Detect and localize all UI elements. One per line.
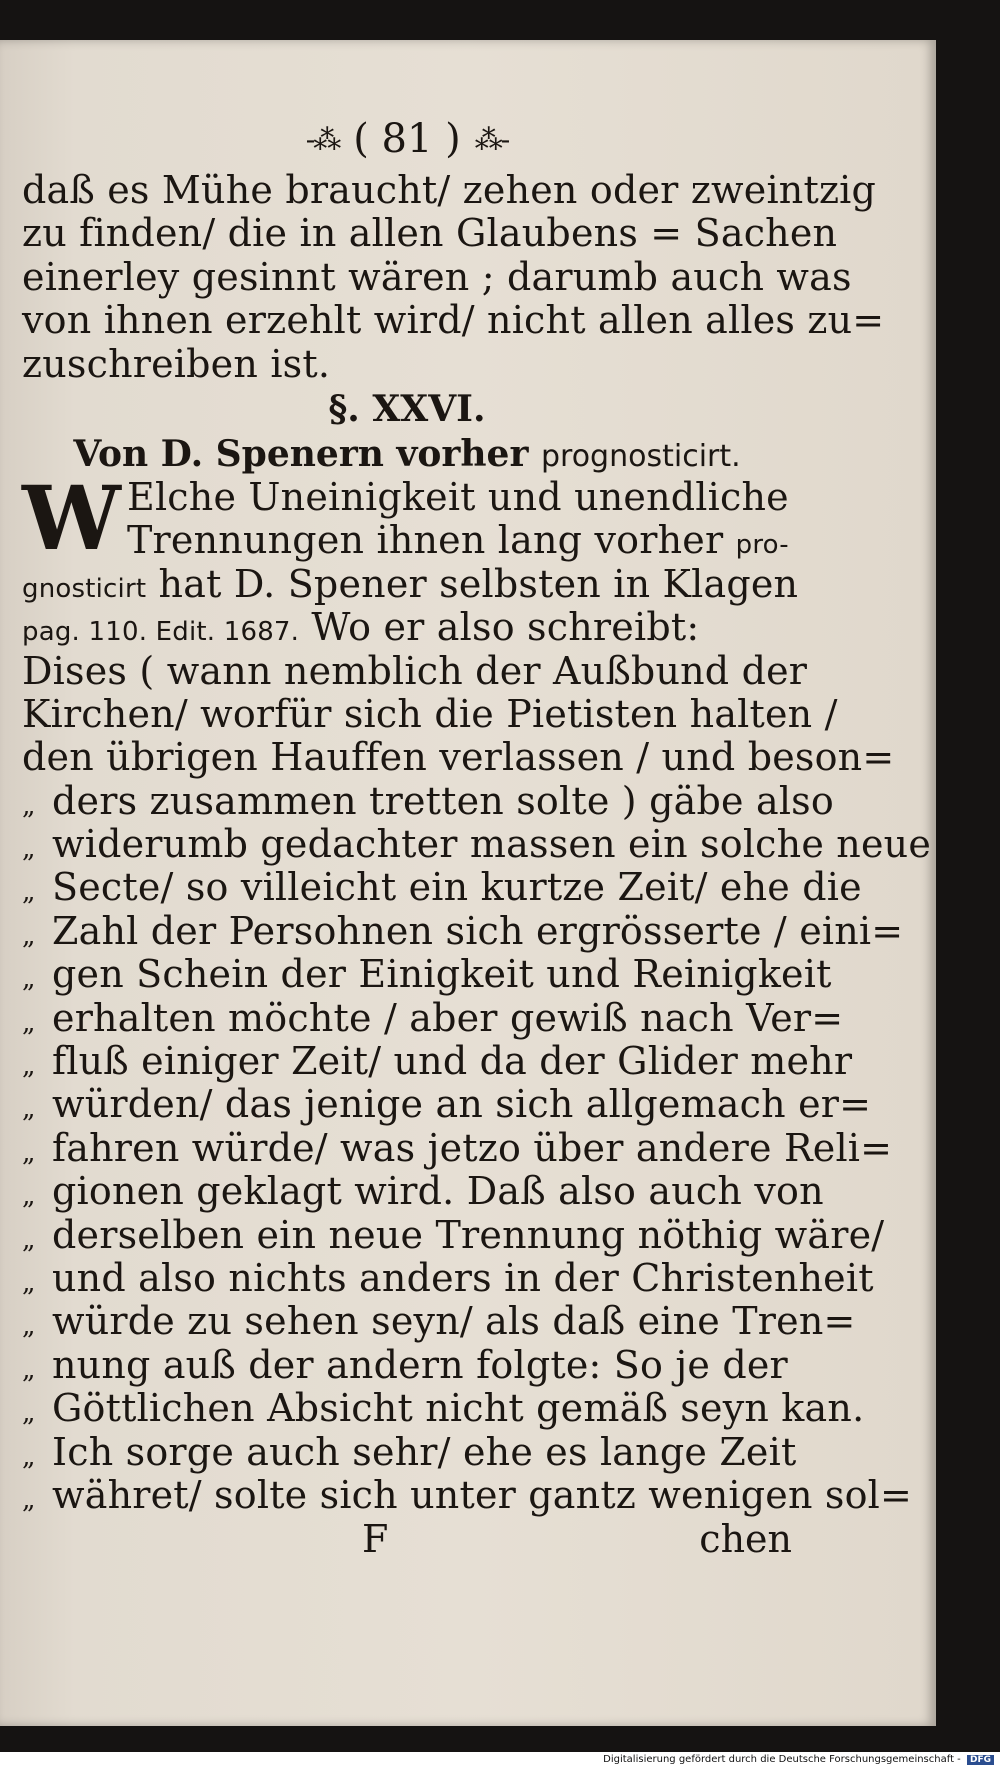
text-line: den übrigen Hauffen verlassen / und beson= [22, 735, 895, 780]
page-number: ( 81 ) [353, 116, 461, 162]
text-line: von ihnen erzehlt wird/ nicht allen alles zu= [22, 298, 885, 343]
quote-mark: „ [22, 1398, 36, 1429]
quote-mark: „ [22, 790, 36, 821]
quote-mark: „ [22, 834, 36, 865]
text-span: widerumb gedachter massen ein solche neue [52, 822, 932, 867]
quoted-text-line [22, 865, 862, 910]
text-line [22, 519, 792, 562]
text-span: gionen geklagt wird. Daß also auch von [52, 1169, 824, 1214]
text-span: und also nichts anders in der Christenheit [52, 1255, 874, 1300]
quote-mark: „ [22, 920, 36, 951]
ornament-right: ⁂- [474, 122, 509, 156]
text-line [22, 561, 799, 606]
quoted-text-line [22, 1212, 885, 1257]
text-line: zuschreiben ist. [22, 341, 331, 386]
text-line: einerley gesinnt wären ; darumb auch was [22, 254, 852, 299]
text-span: würden/ das jenige an sich allgemach er= [52, 1082, 872, 1127]
quote-mark: „ [22, 1484, 36, 1515]
footer-credit-text: Digitalisierung gefördert durch die Deutsche Forschungsgemeinschaft - [603, 1754, 961, 1765]
text-span: würde zu sehen seyn/ als daß eine Tren= [52, 1299, 856, 1344]
quoted-text-line [22, 952, 832, 997]
page-catchline [22, 1517, 792, 1561]
quote-mark: „ [22, 1094, 36, 1125]
text-span: erhalten möchte / aber gewiß nach Ver= [52, 995, 844, 1040]
quoted-text-line [22, 1082, 872, 1127]
section-heading: §. XXVI. [328, 387, 486, 430]
text-span: Ich sorge auch sehr/ ehe es lange Zeit [52, 1429, 797, 1474]
text-span: hat D. Spener selbsten in Klagen [158, 561, 799, 606]
quoted-text-line [22, 1125, 893, 1170]
quoted-text-line [22, 908, 904, 953]
text-span: Wo er also schreibt: [311, 605, 700, 650]
footer-credit [603, 1754, 994, 1765]
text-span: Zahl der Persohnen sich ergrösserte / eini= [52, 908, 904, 953]
page-content [22, 115, 932, 1562]
text-line: zu finden/ die in allen Glaubens = Sachen [22, 211, 838, 256]
quote-mark: „ [22, 1224, 36, 1255]
quoted-text-line [22, 1169, 824, 1214]
section-subtitle [22, 432, 792, 476]
drop-capital: W [22, 465, 121, 570]
quoted-text-line [22, 822, 932, 867]
quoted-text-line [22, 1255, 874, 1300]
text-span: derselben ein neue Trennung nöthig wäre/ [52, 1212, 885, 1257]
quote-mark: „ [22, 1137, 36, 1168]
text-block-top [22, 168, 885, 386]
text-span: fahren würde/ was jetzo über andere Reli= [52, 1125, 893, 1170]
text-line: Dises ( wann nemblich der Außbund der [22, 648, 808, 693]
text-line [22, 606, 792, 649]
text-span: Göttlichen Absicht nicht gemäß seyn kan. [52, 1386, 865, 1431]
quoted-text-line [22, 995, 844, 1040]
quoted-passage [22, 778, 932, 1518]
ornament-left: -⁂ [305, 122, 340, 156]
text-span: währet/ solte sich unter gantz wenigen sol= [52, 1472, 913, 1517]
quote-mark: „ [22, 1267, 36, 1298]
subtitle-latin: prognosticirt. [540, 438, 741, 474]
text-span: fluß einiger Zeit/ und da der Glider mehr [52, 1039, 853, 1084]
quote-mark: „ [22, 877, 36, 908]
text-line: Elche Uneinigkeit und unendliche [127, 474, 789, 519]
quote-mark: „ [22, 1051, 36, 1082]
quoted-text-line [22, 1039, 853, 1084]
quoted-text-line [22, 1386, 865, 1431]
subtitle-german: Von D. Spenern vorher [73, 432, 529, 475]
dfg-logo: DFG [967, 1755, 994, 1765]
quoted-text-line [22, 1429, 797, 1474]
latin-span: gnosticirt [22, 573, 147, 604]
text-span: Secte/ so villeicht ein kurtze Zeit/ ehe die [52, 865, 862, 910]
signature-mark: F [362, 1517, 389, 1562]
text-span: gen Schein der Einigkeit und Reinigkeit [52, 952, 832, 997]
quote-mark: „ [22, 1007, 36, 1038]
page-header [22, 115, 792, 163]
text-span: ders zusammen tretten solte ) gäbe also [52, 778, 834, 823]
quoted-text-line [22, 1299, 856, 1344]
latin-span: pro- [735, 530, 789, 561]
text-line: Kirchen/ worfür sich die Pietisten halten / [22, 691, 838, 736]
quote-mark: „ [22, 1354, 36, 1385]
quote-mark: „ [22, 1441, 36, 1472]
paragraph-opening [22, 465, 792, 570]
catchword: chen [699, 1517, 792, 1562]
quote-mark: „ [22, 1181, 36, 1212]
quote-mark: „ [22, 964, 36, 995]
book-page [0, 40, 936, 1726]
quoted-text-line [22, 1344, 792, 1387]
text-line: daß es Mühe braucht/ zehen oder zweintzig [22, 168, 877, 212]
quoted-text-line [22, 778, 834, 823]
text-span: Trennungen ihnen lang vorher [127, 518, 724, 563]
citation-span: pag. 110. Edit. 1687. [22, 617, 300, 648]
text-span: nung auß der andern folgte: So je der [52, 1342, 788, 1387]
quote-mark: „ [22, 1311, 36, 1342]
quoted-text-line [22, 1472, 913, 1517]
